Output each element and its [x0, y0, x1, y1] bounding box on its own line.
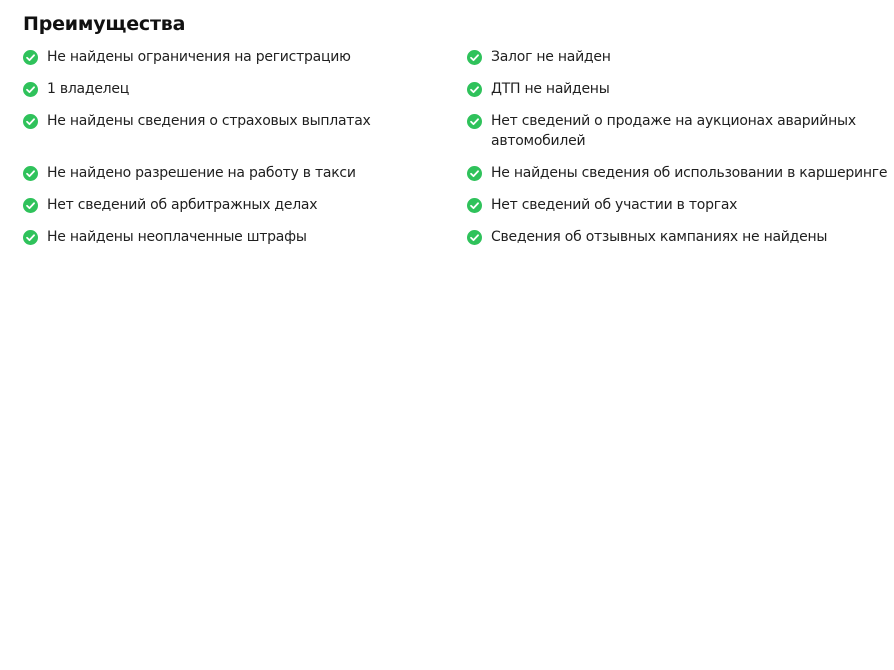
advantage-item-accidents	[467, 79, 894, 99]
check-circle-icon	[23, 230, 38, 245]
advantage-item-arbitration-cases	[23, 195, 467, 215]
advantage-item-carsharing	[467, 163, 894, 183]
advantages-list	[23, 47, 894, 259]
check-circle-icon	[23, 166, 38, 181]
advantage-label: Нет сведений о продаже на аукционах аварийных автомобилей	[491, 113, 856, 149]
check-circle-icon	[467, 114, 482, 129]
advantage-label: Не найдены ограничения на регистрацию	[47, 49, 351, 65]
advantage-label: Не найдены сведения о страховых выплатах	[47, 113, 371, 129]
advantage-label: Залог не найден	[491, 49, 611, 65]
advantages-section	[23, 10, 894, 259]
advantage-item-salvage-auctions	[467, 111, 894, 151]
advantage-item-registration-restrictions	[23, 47, 467, 67]
advantage-item-owners	[23, 79, 467, 99]
check-circle-icon	[467, 50, 482, 65]
section-title: Преимущества	[23, 13, 186, 35]
advantage-item-unpaid-fines	[23, 227, 467, 247]
advantage-label: Нет сведений об арбитражных делах	[47, 197, 318, 213]
advantage-item-taxi-permit	[23, 163, 467, 183]
advantage-label: ДТП не найдены	[491, 81, 610, 97]
advantage-item-recall-campaigns	[467, 227, 894, 247]
advantage-label: Не найдено разрешение на работу в такси	[47, 165, 356, 181]
advantage-label: Нет сведений об участии в торгах	[491, 197, 738, 213]
check-circle-icon	[23, 114, 38, 129]
check-circle-icon	[23, 50, 38, 65]
advantage-label: Сведения об отзывных кампаниях не найдены	[491, 229, 828, 245]
check-circle-icon	[467, 230, 482, 245]
advantage-item-trading	[467, 195, 894, 215]
advantage-item-pledge	[467, 47, 894, 67]
check-circle-icon	[23, 82, 38, 97]
check-circle-icon	[467, 82, 482, 97]
advantage-item-insurance-payouts	[23, 111, 467, 151]
advantage-label: Не найдены сведения об использовании в каршеринге	[491, 165, 888, 181]
check-circle-icon	[467, 166, 482, 181]
advantage-label: Не найдены неоплаченные штрафы	[47, 229, 307, 245]
advantage-label: 1 владелец	[47, 81, 130, 97]
check-circle-icon	[467, 198, 482, 213]
check-circle-icon	[23, 198, 38, 213]
